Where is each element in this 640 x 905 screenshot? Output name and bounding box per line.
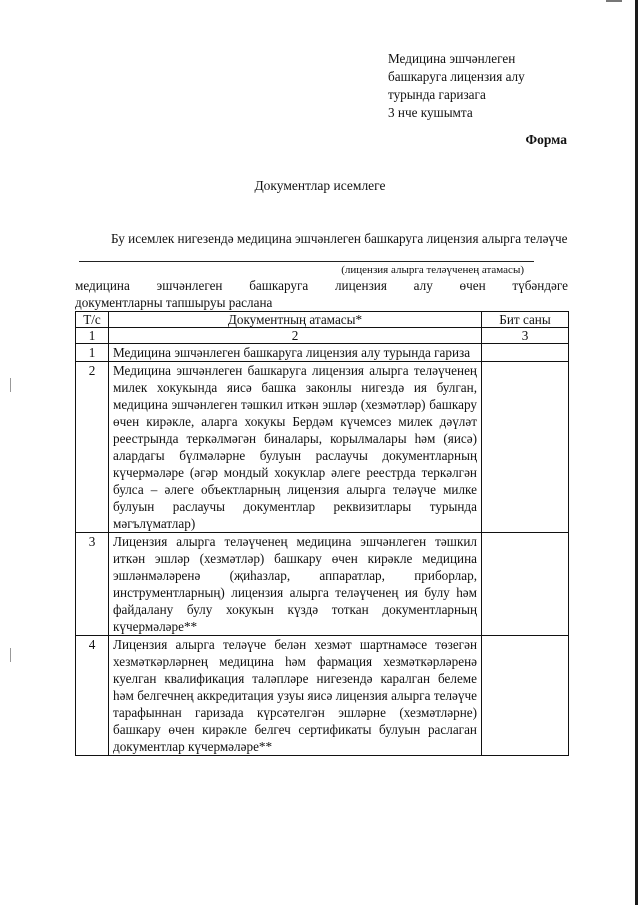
documents-table — [75, 311, 569, 756]
applicant-line — [75, 247, 568, 262]
scan-corner-mark — [606, 0, 622, 2]
row-document: Лицензия алырга теләүченең медицина эшчәнлеген тәшкил иткән эшләр (хезмәтләр) башкару өчен кирәкле медицина эшләнмәләренә (җиһазлар, аппаратлар, приборлар, инструментларның) лицензия алырга теләүченең ия булу һәм файдалану булу хокукын күздә тоткан документларның күчермәләре** — [109, 533, 482, 636]
row-sheets[interactable] — [482, 344, 569, 362]
intro-paragraph-start — [75, 230, 568, 247]
table-row — [76, 533, 569, 636]
annex-line: башкаруга лицензия алу — [388, 69, 525, 84]
row-number: 1 — [76, 344, 109, 362]
row-number: 3 — [76, 533, 109, 636]
annex-line: турында гаризага — [388, 87, 486, 102]
row-document: Медицина эшчәнлеген башкаруга лицензия алу турында гариза — [109, 344, 482, 362]
column-index: 3 — [482, 328, 569, 344]
intro-paragraph-cont: медицина эшчәнлеген башкаруга лицензия алу өчен түбәндәге — [75, 278, 568, 293]
intro-paragraph-end: документларны тапшыруы раслана — [75, 295, 273, 310]
form-label: Форма — [525, 132, 567, 147]
annex-block — [388, 50, 588, 122]
annex-line: Медицина эшчәнлеген — [388, 51, 516, 66]
table-row — [76, 362, 569, 533]
scan-edge-line — [635, 0, 638, 905]
row-document: Лицензия алырга теләүче белән хезмәт шартнамәсе төзегән хезмәткәрләрнең медицина һәм фармация хезмәткәрләренә куелган квалификация таләпләре нигезендә каралган белеме һәм белгечнең аккредитация узуы яисә лицензия алырга теләүче тарафыннан гаризада күрсәтелгән эшләрне (хезмәтләрне) башкару өчен кирәкле белгеч сертификаты булуын раслаган документлар күчермәләре** — [109, 636, 482, 756]
row-document: Медицина эшчәнлеген башкаруга лицензия алырга теләүченең милек хокукында яисә башка законлы нигездә ия булган, медицина эшчәнлеген тәшкил иткән эшләр (хезмәтләр) башкару өчен кирәкле, аларга хокукы Бердәм күчемсез милек дәүләт реестрында теркәлмәгән биналары, корылмалары һәм (яисә) алардагы бүлмәләрне булуын раслаучы документларның күчермәләре (әгәр мондый хокуклар әлеге реестрда теркәлгән булса – әлеге объектларның лицензия алырга теләүче милке булуын раслаучы документлар реквизитлары турында мәгълүматлар) — [109, 362, 482, 533]
table-row — [76, 636, 569, 756]
annex-line: 3 нче кушымта — [388, 105, 473, 120]
applicant-hint: (лицензия алырга теләүченең атамасы) — [341, 264, 524, 276]
applicant-name-field[interactable] — [79, 247, 534, 262]
table-header-row — [76, 312, 569, 328]
intro-text-start: Бу исемлек нигезендә медицина эшчәнлеген башкаруга лицензия алырга теләүче — [111, 231, 568, 246]
scan-margin-tick — [10, 648, 11, 662]
column-index: 2 — [109, 328, 482, 344]
column-index-row — [76, 328, 569, 344]
row-number: 4 — [76, 636, 109, 756]
intro-block — [75, 230, 568, 311]
column-index: 1 — [76, 328, 109, 344]
row-sheets[interactable] — [482, 362, 569, 533]
header-document: Документның атамасы* — [109, 312, 482, 328]
row-sheets[interactable] — [482, 533, 569, 636]
table-row — [76, 344, 569, 362]
row-number: 2 — [76, 362, 109, 533]
row-sheets[interactable] — [482, 636, 569, 756]
scan-margin-tick — [10, 378, 11, 392]
header-sheets: Бит саны — [482, 312, 569, 328]
header-number: Т/с — [76, 312, 109, 328]
page-title: Документлар исемлеге — [254, 178, 386, 193]
